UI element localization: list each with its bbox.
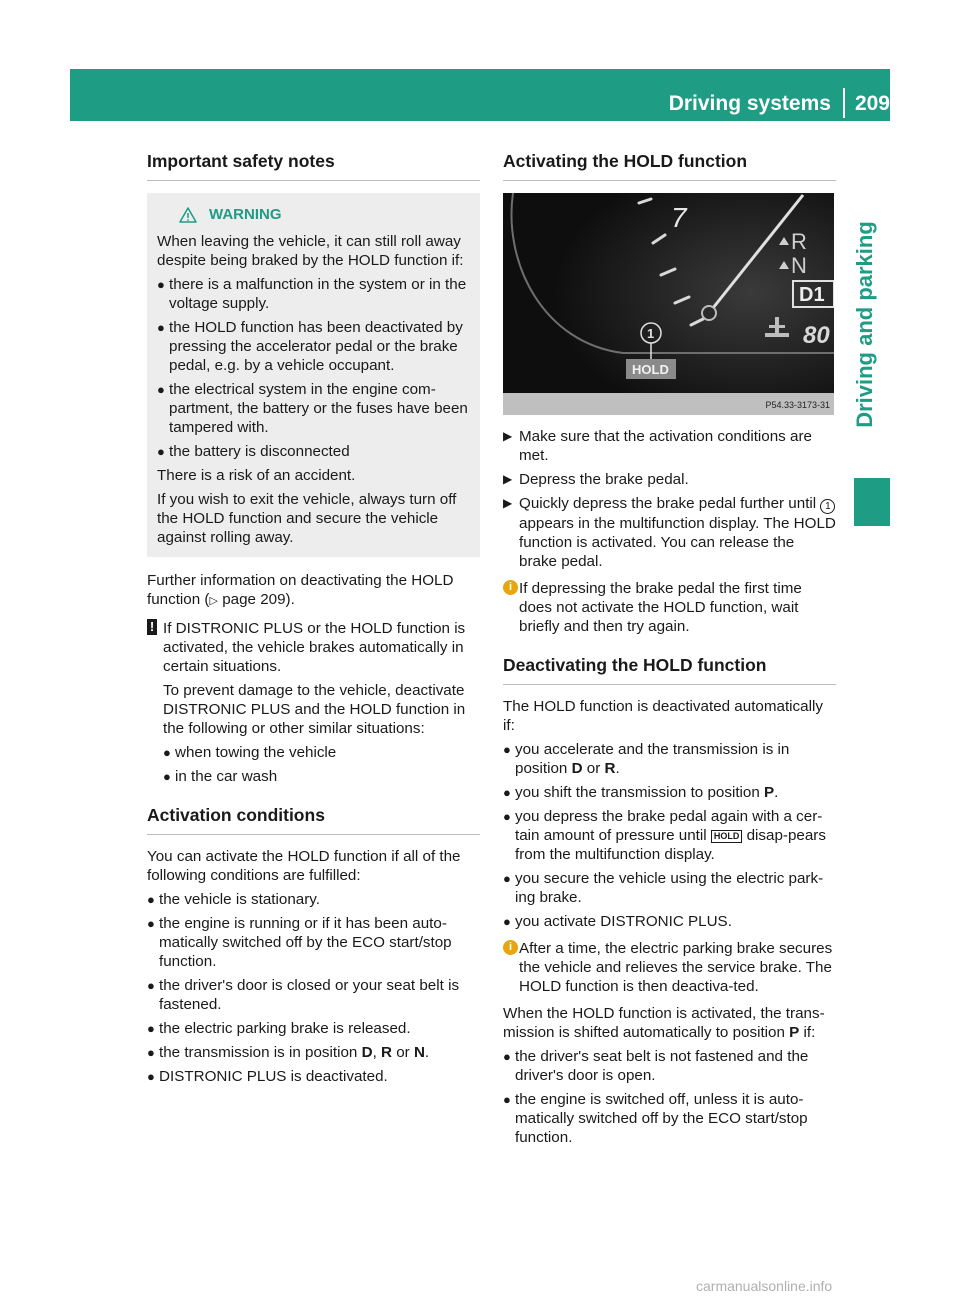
dial-digit: 7 [671, 202, 687, 233]
warning-list [157, 275, 472, 461]
page-number: 209 [854, 91, 890, 115]
bullet-icon: ● [503, 809, 511, 824]
warning-box [147, 193, 480, 557]
bullet-icon: ● [147, 916, 155, 931]
activation-intro: You can activate the HOLD function if all of the following conditions are fulfilled: [147, 848, 461, 884]
info-icon: i [503, 580, 518, 595]
bullet-icon: ● [503, 742, 511, 757]
chapter-side-tab-label: Driving and parking [851, 220, 877, 428]
auto-park-list [503, 1047, 836, 1147]
list-item: ● the electrical system in the engine com-partment, the battery or the fuses have been tampered with. [157, 381, 468, 436]
list-item: ● the vehicle is stationary. [147, 891, 320, 908]
hold-symbol-icon: HOLD [711, 830, 743, 843]
bullet-icon: ● [147, 1021, 155, 1036]
exclamation-icon: ! [147, 619, 157, 635]
info-icon: i [503, 940, 518, 955]
list-item: ● the driver's seat belt is not fastened and the driver's door is open. [503, 1048, 809, 1084]
page-reference-link[interactable]: page 209). [222, 591, 295, 608]
header-divider [843, 88, 845, 118]
list-item: ● in the car wash [163, 768, 278, 785]
list-item: ● you accelerate and the transmission is in position D or R. [503, 741, 790, 777]
bullet-icon: ● [503, 1092, 511, 1107]
auto-park-intro: When the HOLD function is activated, the trans-mission is shifted automatically to position P if: [503, 1005, 825, 1041]
material-damage-note [147, 619, 480, 786]
warning-triangle-icon [179, 207, 197, 223]
list-item: ● there is a malfunction in the system or in the voltage supply. [157, 276, 467, 312]
page-ref-arrow-icon: ▷ [209, 595, 218, 607]
right-column [503, 150, 836, 1152]
step-arrow-icon: ▶ [503, 496, 513, 510]
bullet-icon: ● [157, 320, 165, 335]
list-item: ● you shift the transmission to position P. [503, 784, 779, 801]
bullet-icon: ● [157, 382, 165, 397]
note-list [163, 743, 480, 786]
callout-1-icon: 1 [820, 499, 835, 514]
list-item: ● you depress the brake pedal again with a cer-tain amount of pressure until HOLD disap-pears from the multifunction display. [503, 808, 826, 863]
list-item: ● the electric parking brake is released. [147, 1020, 411, 1037]
list-item: ● DISTRONIC PLUS is deactivated. [147, 1068, 388, 1085]
figure-code: P54.33-3173-31 [765, 400, 830, 410]
gear-n: N [791, 253, 807, 278]
step-arrow-icon: ▶ [503, 429, 513, 443]
bullet-icon: ● [147, 1069, 155, 1084]
gear-r: R [791, 229, 807, 254]
gear-d1: D1 [799, 284, 825, 306]
instrument-cluster-figure [503, 193, 834, 415]
bullet-icon: ● [503, 785, 511, 800]
left-column [147, 150, 480, 1091]
bullet-icon: ● [147, 978, 155, 993]
deactivation-list [503, 740, 836, 931]
warning-advice: If you wish to exit the vehicle, always turn off the HOLD function and secure the vehicle against rolling away. [157, 491, 457, 546]
list-item: ● the engine is running or if it has been auto-matically switched off by the ECO start/stop function. [147, 915, 452, 970]
bullet-icon: ● [157, 444, 165, 459]
activation-steps [503, 427, 836, 571]
info-note-2: i After a time, the electric parking brake secures the vehicle and relieves the service brake. The HOLD function is then deactiva-ted. [503, 939, 836, 996]
list-item: ● you secure the vehicle using the electric park-ing brake. [503, 870, 824, 906]
bullet-icon: ● [163, 745, 171, 760]
figure-callout-1: 1 [647, 326, 655, 341]
info-note-1: i If depressing the brake pedal the first time does not activate the HOLD function, wait briefly and then try again. [503, 579, 836, 636]
list-item: ▶ Make sure that the activation conditions are met. [503, 428, 812, 464]
note-text-2: To prevent damage to the vehicle, deactivate DISTRONIC PLUS and the HOLD function in the following or other similar situations: [163, 682, 466, 737]
activating-hold-heading: Activating the HOLD function [503, 150, 836, 181]
activation-list [147, 890, 480, 1086]
warning-intro: When leaving the vehicle, it can still roll away despite being braked by the HOLD function if: [157, 233, 464, 269]
bullet-icon: ● [147, 892, 155, 907]
list-item: ● when towing the vehicle [163, 744, 337, 761]
section-title: Driving systems [668, 91, 831, 115]
list-item: ▶ Quickly depress the brake pedal further until 1 appears in the multifunction display. The HOLD function is activated. You can release the brake pedal. [503, 495, 836, 570]
list-item: ● the battery is disconnected [157, 443, 350, 460]
figure-hold-label: HOLD [632, 362, 669, 377]
bullet-icon: ● [163, 769, 171, 784]
bullet-icon: ● [157, 277, 165, 292]
footer-watermark: carmanualsonline.info [696, 1278, 833, 1294]
chapter-marker-block [854, 478, 890, 526]
note-text-1: If DISTRONIC PLUS or the HOLD function is activated, the vehicle brakes automatically in certain situations. [163, 620, 466, 675]
list-item: ● the HOLD function has been deactivated by pressing the accelerator pedal or the brake pedal, e.g. by a vehicle occupant. [157, 319, 463, 374]
safety-notes-heading: Important safety notes [147, 150, 480, 181]
speed-digits: 80 [803, 322, 830, 349]
bullet-icon: ● [503, 871, 511, 886]
deactivation-intro: The HOLD function is deactivated automatically if: [503, 698, 823, 734]
further-info: Further information on deactivating the HOLD function (▷ page 209). [147, 572, 454, 608]
list-item: ● the transmission is in position D, R or N. [147, 1044, 430, 1061]
list-item: ● you activate DISTRONIC PLUS. [503, 913, 732, 930]
bullet-icon: ● [503, 1049, 511, 1064]
activation-conditions-heading: Activation conditions [147, 804, 480, 835]
warning-title [179, 205, 472, 224]
running-header [669, 88, 890, 118]
bullet-icon: ● [503, 914, 511, 929]
list-item: ● the driver's door is closed or your seat belt is fastened. [147, 977, 460, 1013]
deactivating-hold-heading: Deactivating the HOLD function [503, 654, 836, 685]
list-item: ● the engine is switched off, unless it is auto-matically switched off by the ECO start/stop function. [503, 1091, 808, 1146]
bullet-icon: ● [147, 1045, 155, 1060]
step-arrow-icon: ▶ [503, 472, 513, 486]
list-item: ▶ Depress the brake pedal. [503, 471, 689, 488]
instrument-cluster-illustration [503, 193, 834, 415]
chapter-side-tab [836, 218, 892, 430]
warning-title-text: WARNING [209, 206, 282, 223]
warning-risk: There is a risk of an accident. [157, 467, 356, 484]
